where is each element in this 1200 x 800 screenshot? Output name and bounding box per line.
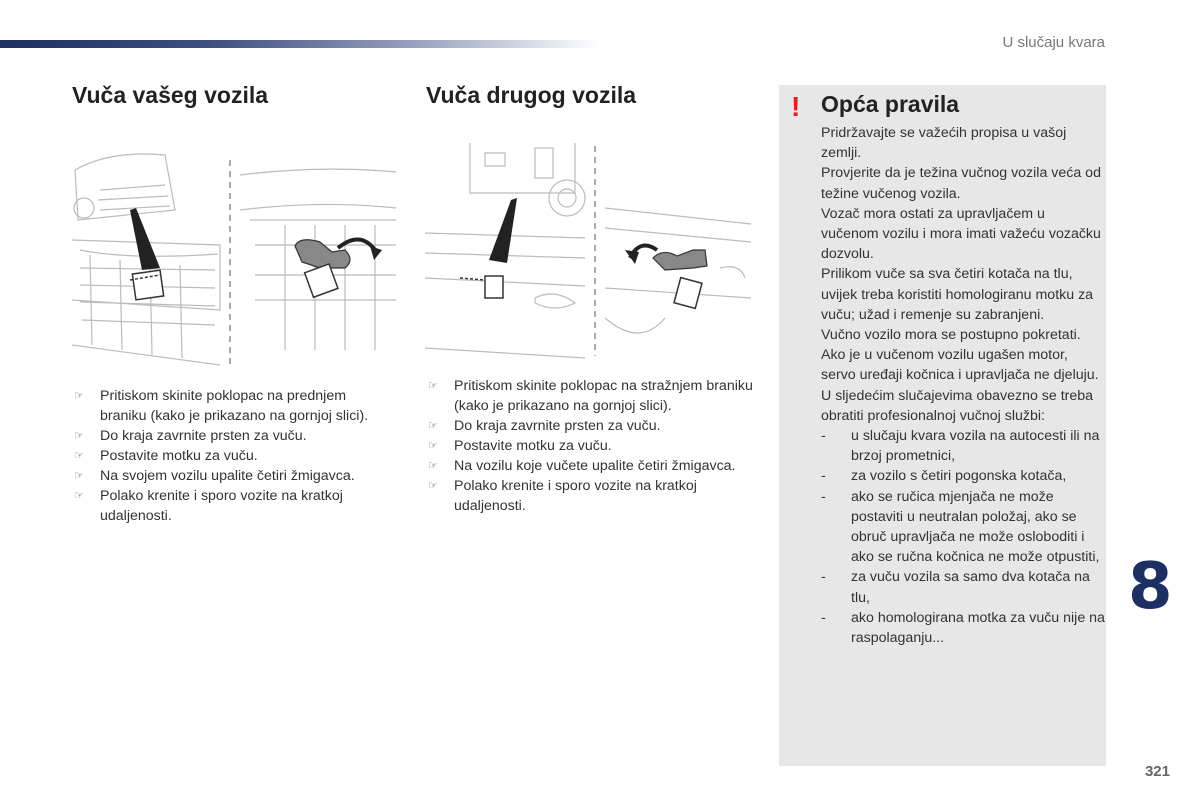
rule-paragraph: Provjerite da je težina vučnog vozila veća od težine vučenog vozila. [821,165,1101,202]
rule-paragraph: U sljedećim slučajevima obavezno se treba obratiti profesionalnoj vučnoj službi: [821,387,1094,424]
list-item: - ako homologirana motka za vuču nije na raspolaganju... [821,609,1105,647]
heading-towing-own-vehicle: Vuča vašeg vozila [72,82,269,108]
rule-paragraph: Pridržavajte se važećih propisa u vašoj zemlji. [821,125,1067,162]
warning-icon: ! [791,91,801,122]
rear-towing-illustration [425,138,753,360]
professional-service-cases [821,426,1105,648]
bullet-hand-icon: ☞ [428,440,438,452]
list-item: - za vuču vozila sa samo dva kotača na tlu, [821,569,1090,606]
list-item: ☞ Na svojem vozilu upalite četiri žmigavca. [74,468,355,484]
page-number: 321 [1144,763,1170,780]
list-item: - ako se ručica mjenjača ne može postaviti u neutralan položaj, ako se obruč upravljača ne može osloboditi i ako se ručna kočnica ne može otpustiti, [821,488,1100,566]
bullet-hand-icon: ☞ [428,420,438,432]
front-towing-illustration [70,150,398,372]
bullet-hand-icon: ☞ [428,480,438,492]
rule-paragraph: Ako je u vučenom vozilu ugašen motor, servo uređaji kočnica i upravljača ne djeluju. [821,347,1099,384]
list-item: ☞ Polako krenite i sporo vozite na kratkoj udaljenosti. [74,488,343,524]
list-item: ☞ Polako krenite i sporo vozite na kratkoj udaljenosti. [428,478,697,514]
heading-towing-other-vehicle: Vuča drugog vozila [426,82,637,108]
list-item: ☞ Postavite motku za vuču. [74,448,258,464]
list-item: ☞ Pritiskom skinite poklopac na prednjem braniku (kako je prikazano na gornjoj slici). [74,388,369,424]
list-item: - u slučaju kvara vozila na autocesti ili na brzoj prometnici, [821,428,1100,465]
bullet-hand-icon: ☞ [428,460,438,472]
chapter-number: 8 [1128,550,1173,624]
bullet-hand-icon: ☞ [74,450,84,462]
bullet-hand-icon: ☞ [74,490,84,502]
panel-body [821,123,1105,648]
bullet-hand-icon: ☞ [74,470,84,482]
list-item: ☞ Postavite motku za vuču. [428,438,612,454]
general-rules-panel [779,85,1106,766]
list-item: ☞ Do kraja zavrnite prsten za vuču. [428,418,661,434]
front-towing-steps [72,386,392,526]
section-title: U slučaju kvara [1002,34,1105,51]
list-item: ☞ Do kraja zavrnite prsten za vuču. [74,428,307,444]
list-item: ☞ Na vozilu koje vučete upalite četiri žmigavca. [428,458,736,474]
bullet-hand-icon: ☞ [74,390,84,402]
header-gradient-bar [0,40,600,48]
bullet-hand-icon: ☞ [74,430,84,442]
rule-paragraph: Vučno vozilo mora se postupno pokretati. [821,327,1081,344]
list-item: ☞ Pritiskom skinite poklopac na stražnjem braniku (kako je prikazano na gornjoj slici). [428,378,753,414]
rule-paragraph: Vozač mora ostati za upravljačem u vučenom vozilu i mora imati važeću vozačku dozvolu. [821,205,1101,263]
rear-towing-steps [426,376,756,516]
rule-paragraph: Prilikom vuče sa sva četiri kotača na tlu, uvijek treba koristiti homologiranu motku za vuču; užad i remenje su zabranjeni. [821,266,1094,323]
panel-title: Opća pravila [821,91,960,117]
bullet-hand-icon: ☞ [428,380,438,392]
list-item: - za vozilo s četiri pogonska kotača, [821,468,1067,485]
